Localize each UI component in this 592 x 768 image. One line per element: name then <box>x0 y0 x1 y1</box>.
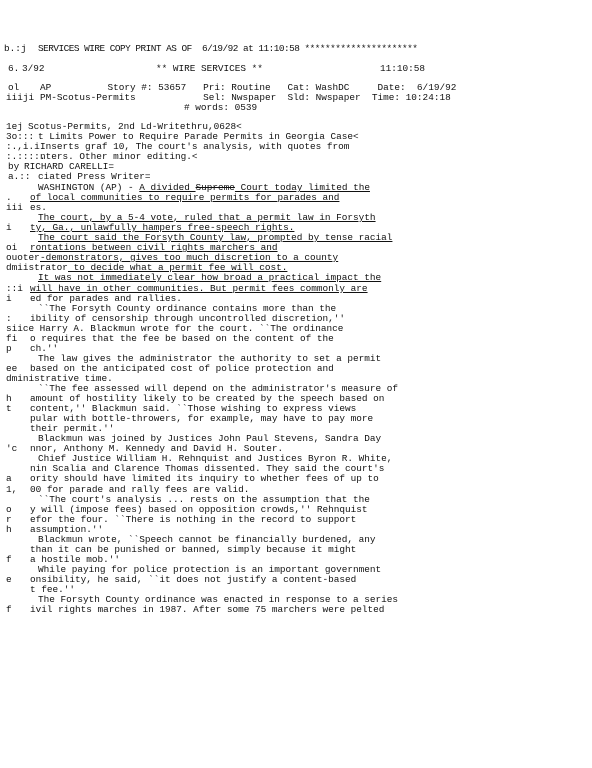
banner-prefix: b.:j <box>4 43 27 54</box>
story-line: ``The court's analysis ... rests on the assumption that the <box>38 494 370 505</box>
story-line: The law gives the administrator the authority to set a permit <box>38 353 382 364</box>
story-line: ``The Forsyth County ordinance contains more than the <box>38 303 337 314</box>
story-line: assumption.'' <box>30 524 104 535</box>
margin-fragment: 'c <box>6 443 18 454</box>
meta-row2: PM-Scotus-Permits Sel: Nwspaper Sld: Nwspaper Time: 10:24:18 <box>40 92 451 103</box>
underlined-phrase: A divided <box>139 182 196 193</box>
margin-fragment: 1, <box>6 484 18 495</box>
story-line: The court said the Forsyth County law, prompted by tense racial <box>38 232 393 243</box>
story-line: Harry A. Blackmun wrote for the court. ``The ordinance <box>34 323 344 334</box>
story-line: based on the anticipated cost of police protection and <box>30 363 334 374</box>
story-line: nin Scalia and Clarence Thomas dissented. They said the court's <box>30 463 385 474</box>
margin-fragment: ::i <box>6 283 23 294</box>
meta-row1-prefix: ol <box>8 82 20 93</box>
margin-fragment: oi <box>6 242 18 253</box>
story-line: It was not immediately clear how broad a practical impact the <box>38 272 382 283</box>
story-line: onsibility, he said, ``it does not justify a content-based <box>30 574 357 585</box>
date-line-prefix: 6. <box>8 63 20 74</box>
margin-fragment: r <box>6 514 12 525</box>
dateline: WASHINGTON (AP) - <box>38 182 140 193</box>
margin-fragment: i <box>6 293 12 304</box>
story-line: Blackmun wrote, ``Speech cannot be financially burdened, any <box>38 534 376 545</box>
story-line: time. <box>79 373 113 384</box>
story-line: Chief Justice William H. Rehnquist and Justices Byron R. White, <box>38 453 393 464</box>
margin-fragment: iii <box>6 202 23 213</box>
meta-row3: # words: 0539 <box>184 102 258 113</box>
story-line: than it can be punished or banned, simply because it might <box>30 544 357 555</box>
margin-fragment: h <box>6 393 12 404</box>
margin-fragment: h <box>6 524 12 535</box>
margin-fragment: siice <box>6 323 35 334</box>
margin-fragment: a <box>6 473 12 484</box>
story-line: ibility of censorship through uncontrolled discretion,'' <box>30 313 346 324</box>
margin-fragment: . <box>6 192 12 203</box>
underlined-phrase: Court today limited the <box>234 182 370 193</box>
story-line: y will (impose fees) based on opposition crowds,'' Rehnquist <box>30 504 368 515</box>
margin-fragment: o <box>6 504 12 515</box>
story-line: t fee.'' <box>30 584 76 595</box>
margin-fragment: f <box>6 554 12 565</box>
story-line: rontations between civil rights marchers and <box>30 242 278 253</box>
story-line: efor the four. ``There is nothing in the record to support <box>30 514 357 525</box>
story-line: a hostile mob.'' <box>30 554 121 565</box>
slug-line1-prefix: 1ej <box>6 121 23 132</box>
byline: RICHARD CARELLI= <box>24 161 115 172</box>
margin-fragment: : <box>6 313 12 324</box>
story-line: to decide what a permit fee will cost. <box>68 262 288 273</box>
story-line: will have in other communities. But permit fees commonly are <box>30 283 368 294</box>
margin-fragment: t <box>6 403 12 414</box>
print-banner: SERVICES WIRE COPY PRINT AS OF 6/19/92 at 11:10:58 ********************** <box>38 43 418 54</box>
story-line: ed for parades and rallies. <box>30 293 182 304</box>
slug-line4-prefix: :.::::. <box>6 151 46 162</box>
slug-line4: nters. Other minor editing.< <box>40 151 198 162</box>
story-line: ivil rights marches in 1987. After some 75 marchers were pelted <box>30 604 385 615</box>
agency-prefix: a.:: <box>8 171 31 182</box>
margin-fragment: e <box>6 574 12 585</box>
story-line: amount of hostility likely to be created by the speech based on <box>30 393 385 404</box>
slug-line2-prefix: 3o::: <box>6 131 35 142</box>
wire-services-title: ** WIRE SERVICES ** <box>156 63 263 74</box>
meta-row1: AP Story #: 53657 Pri: Routine Cat: WashDC Date: 6/19/92 <box>40 82 457 93</box>
story-line: of local communities to require permits for parades and <box>30 192 340 203</box>
slug-line3-prefix: :.,i.i <box>6 141 40 152</box>
story-line: ty, Ga., unlawfully hampers free-speech rights. <box>30 222 295 233</box>
margin-fragment: p <box>6 343 12 354</box>
story-line: While paying for police protection is an important government <box>38 564 382 575</box>
margin-fragment: f <box>6 604 12 615</box>
story-line: ``The fee assessed will depend on the administrator's measure of <box>38 383 399 394</box>
story-line: pular with bottle-throwers, for example, may have to pay more <box>30 413 374 424</box>
byline-prefix: by <box>8 161 20 172</box>
story-line: The Forsyth County ordinance was enacted in response to a series <box>38 594 399 605</box>
slug-headline: t Limits Power to Require Parade Permits in Georgia Case< <box>38 131 359 142</box>
margin-fragment: ee <box>6 363 18 374</box>
story-line: ority should have limited its inquiry to whether fees of up to <box>30 473 379 484</box>
margin-fragment: fi <box>6 333 18 344</box>
agency: ciated Press Writer= <box>38 171 151 182</box>
struck-word: Supreme <box>195 182 235 193</box>
story-line: The court, by a 5-4 vote, ruled that a permit law in Forsyth <box>38 212 376 223</box>
wire-time: 11:10:58 <box>380 63 426 74</box>
margin-fragment: ouoter <box>6 252 40 263</box>
story-line: content,'' Blackmun said. ``Those wishing to express views <box>30 403 357 414</box>
story-line: Blackmun was joined by Justices John Paul Stevens, Sandra Day <box>38 433 382 444</box>
story-line: es. <box>30 202 47 213</box>
meta-row2-prefix: iiiji <box>6 92 35 103</box>
story-line: nnor, Anthony M. Kennedy and David H. Souter. <box>30 443 284 454</box>
slug-line3: Inserts graf 10, The court's analysis, with quotes from <box>40 141 350 152</box>
margin-fragment: dministrative <box>6 373 80 384</box>
margin-fragment: dmiistrator <box>6 262 68 273</box>
story-line: ch.'' <box>30 343 59 354</box>
margin-fragment: i <box>6 222 12 233</box>
story-line: -demonstrators, gives too much discretion to a county <box>40 252 339 263</box>
story-line: their permit.'' <box>30 423 115 434</box>
story-line: 00 for parade and rally fees are valid. <box>30 484 250 495</box>
slug-line1: Scotus-Permits, 2nd Ld-Writethru,0628< <box>28 121 242 132</box>
story-line: o requires that the fee be based on the content of the <box>30 333 334 344</box>
date-line: 3/92 <box>22 63 45 74</box>
